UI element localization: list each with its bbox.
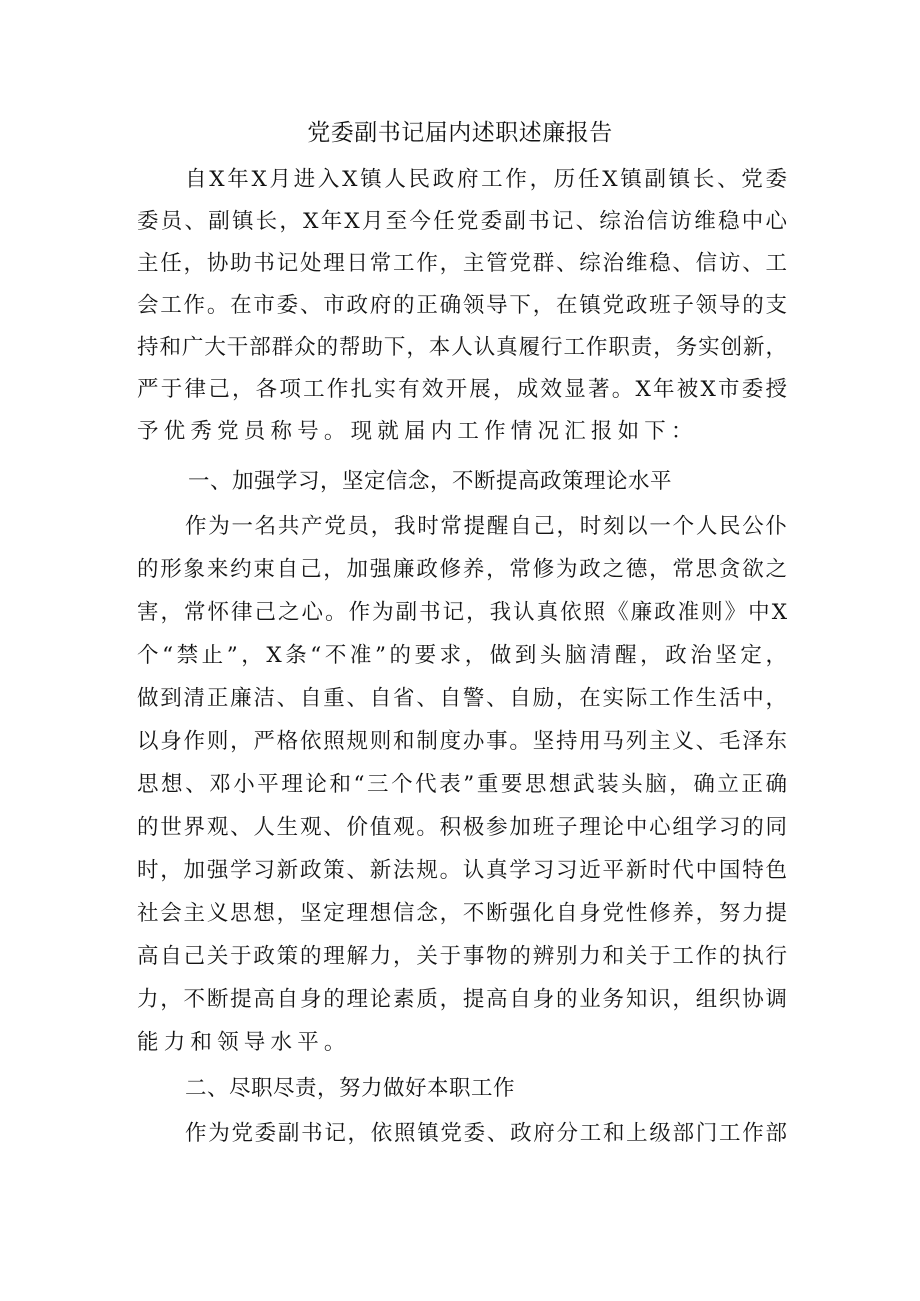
paragraph-1-line-5: 持和广大干部群众的帮助下，本人认真履行工作职责，务实创新， xyxy=(137,335,787,360)
paragraph-1-line-4: 会工作。在市委、市政府的正确领导下，在镇党政班子领导的支 xyxy=(137,293,787,318)
paragraph-1-line-1: 自X年X月进入X镇人民政府工作，历任X镇副镇长、党委 xyxy=(185,167,787,192)
document-title: 党委副书记届内述职述廉报告 xyxy=(307,120,613,146)
paragraph-2-line-12: 力，不断提高自身的理论素质，提高自身的业务知识，组织协调 xyxy=(137,987,787,1012)
section-heading-2: 二、尽职尽责，努力做好本职工作 xyxy=(185,1076,516,1101)
paragraph-3-line-1: 作为党委副书记，依照镇党委、政府分工和上级部门工作部 xyxy=(185,1121,787,1146)
paragraph-2-line-3: 害，常怀律己之心。作为副书记，我认真依照《廉政准则》中X xyxy=(137,600,787,625)
paragraph-1-line-2: 委员、副镇长，X年X月至今任党委副书记、综治信访维稳中心 xyxy=(137,209,787,234)
paragraph-2-line-2: 的形象来约束自己，加强廉政修养，常修为政之德，常思贪欲之 xyxy=(137,557,787,582)
paragraph-2-line-7: 思想、邓小平理论和“三个代表”重要思想武装头脑，确立正确 xyxy=(137,772,787,797)
paragraph-1-line-6: 严于律己，各项工作扎实有效开展，成效显著。X年被X市委授 xyxy=(137,377,787,402)
paragraph-2-line-13: 能力和领导水平。 xyxy=(137,1030,351,1055)
paragraph-2-line-5: 做到清正廉洁、自重、自省、自警、自励，在实际工作生活中， xyxy=(137,686,787,711)
paragraph-2-line-6: 以身作则，严格依照规则和制度办事。坚持用马列主义、毛泽东 xyxy=(137,729,787,754)
paragraph-2-line-11: 高自己关于政策的理解力，关于事物的辨别力和关于工作的执行 xyxy=(137,944,787,969)
paragraph-1-line-3: 主任，协助书记处理日常工作，主管党群、综治维稳、信访、工 xyxy=(137,251,787,276)
paragraph-2-line-9: 时，加强学习新政策、新法规。认真学习习近平新时代中国特色 xyxy=(137,858,787,883)
paragraph-2-line-10: 社会主义思想，坚定理想信念，不断强化自身党性修养，努力提 xyxy=(137,901,787,926)
paragraph-2-line-4: 个“禁止”，X条“不准”的要求，做到头脑清醒，政治坚定， xyxy=(137,643,787,668)
paragraph-1-line-7: 予优秀党员称号。现就届内工作情况汇报如下： xyxy=(137,419,698,444)
paragraph-2-line-8: 的世界观、人生观、价值观。积极参加班子理论中心组学习的同 xyxy=(137,815,787,840)
section-heading-1: 一、加强学习，坚定信念，不断提高政策理论水平 xyxy=(188,469,673,494)
paragraph-2-line-1: 作为一名共产党员，我时常提醒自己，时刻以一个人民公仆 xyxy=(185,514,787,539)
